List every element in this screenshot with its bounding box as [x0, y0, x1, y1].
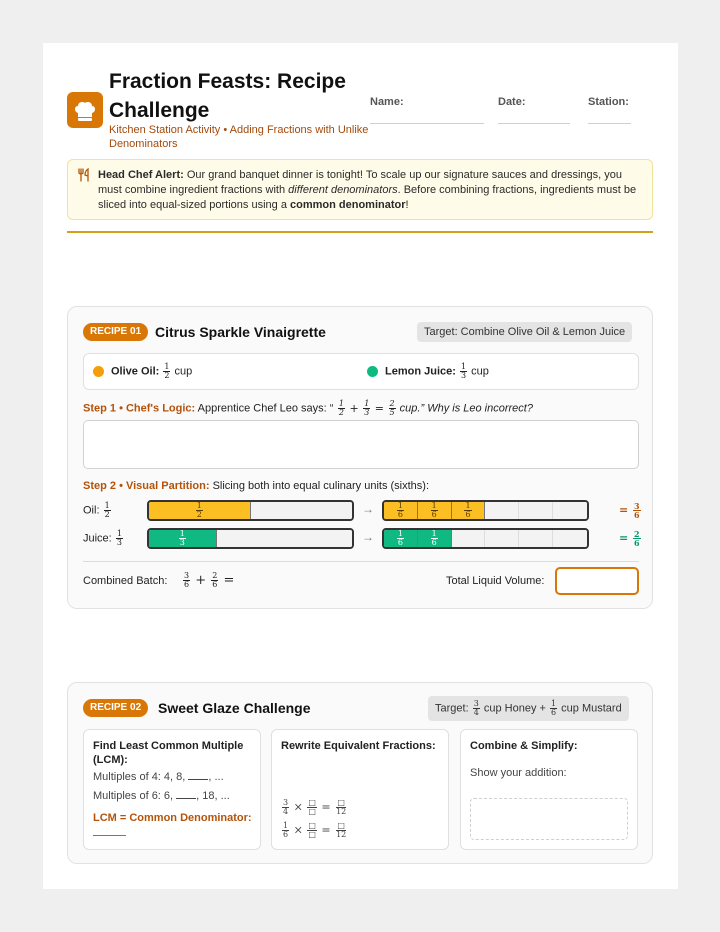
date-field[interactable]: [498, 123, 570, 124]
rewrite-box: [271, 729, 449, 850]
recipe-01-card: [67, 306, 653, 609]
multiples-of-4: Multiples of 4: 4, 8, , ...: [93, 771, 224, 783]
oil-sixth-segment: 1 6: [452, 502, 486, 519]
empty-segment: [485, 530, 519, 547]
lcm-answer-line[interactable]: [93, 835, 126, 836]
name-label: Name:: [370, 96, 404, 108]
juice-sixth-segment: 1 6: [418, 530, 452, 547]
oil-row-label: Oil: $\frac{1}{2}$: [83, 501, 110, 519]
alert-text-1: Our grand banquet dinner is tonight! To scale up our signature sauces and dressings, you must combine ingredient fractions with: [98, 169, 623, 196]
recipe-02-card: [67, 682, 653, 864]
date-label: Date:: [498, 96, 526, 108]
empty-segment: [485, 502, 519, 519]
rewrite-title: Rewrite Equivalent Fractions:: [281, 740, 436, 752]
combine-box: [460, 729, 638, 850]
juice-sixths-bar: [382, 528, 589, 549]
recipe-02-target: Target: $\frac{3}{4}$ cup Honey + $\frac{1}{6}$ cup Mustard: [428, 696, 629, 721]
oil-sixths-bar: [382, 500, 589, 521]
alert-lead: Head Chef Alert:: [98, 169, 184, 181]
rewrite-row-2[interactable]: $\frac{1}{6}$ × □ □ = □ 12: [283, 821, 347, 839]
chef-hat-icon: [67, 92, 103, 128]
combine-answer-box[interactable]: [470, 798, 628, 840]
ingredients-box: [83, 353, 639, 390]
recipe-02-title: Sweet Glaze Challenge: [158, 700, 311, 716]
oil-half-bar: [147, 500, 354, 521]
page-title: Fraction Feasts: Recipe Challenge: [109, 70, 346, 122]
alert-text: [98, 168, 646, 213]
alert-emphasis: different denominators: [288, 184, 398, 196]
lemon-juice-amount: Lemon Juice: $\frac{1}{3}$ cup: [385, 362, 489, 380]
empty-segment: [452, 530, 486, 547]
oil-sixth-segment: 1 6: [418, 502, 452, 519]
combined-batch-label: Combined Batch:: [83, 575, 168, 587]
oil-result: = $\frac{3}{6}$: [619, 501, 640, 520]
alert-strong: common denominator: [290, 199, 406, 211]
total-volume-input[interactable]: [555, 567, 639, 595]
juice-result: = $\frac{2}{6}$: [619, 529, 640, 548]
page-subtitle: Kitchen Station Activity • Adding Fractions with Unlike Denominators: [109, 124, 369, 150]
juice-sixth-segment: 1 6: [384, 530, 418, 547]
olive-oil-amount: Olive Oil: $\frac{1}{2}$ cup: [111, 362, 193, 380]
oil-half-segment: 1 2: [149, 502, 251, 519]
worksheet-page: [43, 43, 678, 889]
header-divider: [67, 231, 653, 233]
empty-segment: [553, 502, 587, 519]
oil-sixth-segment: 1 6: [384, 502, 418, 519]
name-field[interactable]: [370, 123, 484, 124]
lemon-juice-dot: [367, 366, 378, 377]
recipe-01-title: Citrus Sparkle Vinaigrette: [155, 324, 326, 340]
empty-segment: [519, 530, 553, 547]
empty-segment: [519, 502, 553, 519]
rewrite-row-1[interactable]: $\frac{3}{4}$ × □ □ = □ 12: [283, 798, 347, 816]
lcm-box: [83, 729, 261, 850]
empty-segment: [251, 502, 353, 519]
head-chef-alert: [67, 159, 653, 220]
combined-batch-expression: $\frac{3}{6}$ + $\frac{2}{6}$ =: [184, 571, 235, 589]
station-field[interactable]: [588, 123, 631, 124]
juice-row-label: Juice: $\frac{1}{3}$: [83, 529, 122, 547]
recipe-01-target: Target: Combine Olive Oil & Lemon Juice: [417, 322, 632, 342]
step-2-prompt: Step 2 • Visual Partition: Slicing both into equal culinary units (sixths):: [83, 480, 430, 492]
arrow-right-icon: →: [362, 502, 374, 516]
recipe-02-badge: RECIPE 02: [83, 699, 148, 717]
juice-third-bar: [147, 528, 354, 549]
alert-text-2: . Before combining fractions, ingredients must be sliced into equal-sized portions using a: [98, 184, 637, 211]
total-volume-label: Total Liquid Volume:: [446, 575, 545, 587]
olive-oil-dot: [93, 366, 104, 377]
step-1-prompt: Step 1 • Chef's Logic: Apprentice Chef Leo says: “ $\frac{1}{2}$ + $\frac{1}{3}$ = $\frac{2}{5}$ cup.” Why is Leo incorrect?: [83, 399, 533, 417]
lcm-common-denominator-label: LCM = Common Denominator:: [93, 812, 252, 824]
recipe-01-separator: [83, 561, 639, 562]
combine-title: Combine & Simplify:: [470, 740, 578, 752]
lcm-title: Find Least Common Multiple (LCM):: [93, 740, 244, 766]
empty-segment: [217, 530, 352, 547]
multiples-of-6[interactable]: Multiples of 6: 6, , 18, ...: [93, 790, 230, 802]
recipe-01-badge: RECIPE 01: [83, 323, 148, 341]
arrow-right-icon: →: [362, 530, 374, 544]
step-1-answer-box[interactable]: [83, 420, 639, 469]
empty-segment: [553, 530, 587, 547]
combine-prompt: Show your addition:: [470, 767, 567, 779]
utensils-icon: [77, 168, 91, 182]
alert-text-3: !: [405, 199, 409, 211]
station-label: Station:: [588, 96, 629, 108]
juice-third-segment: 1 3: [149, 530, 217, 547]
